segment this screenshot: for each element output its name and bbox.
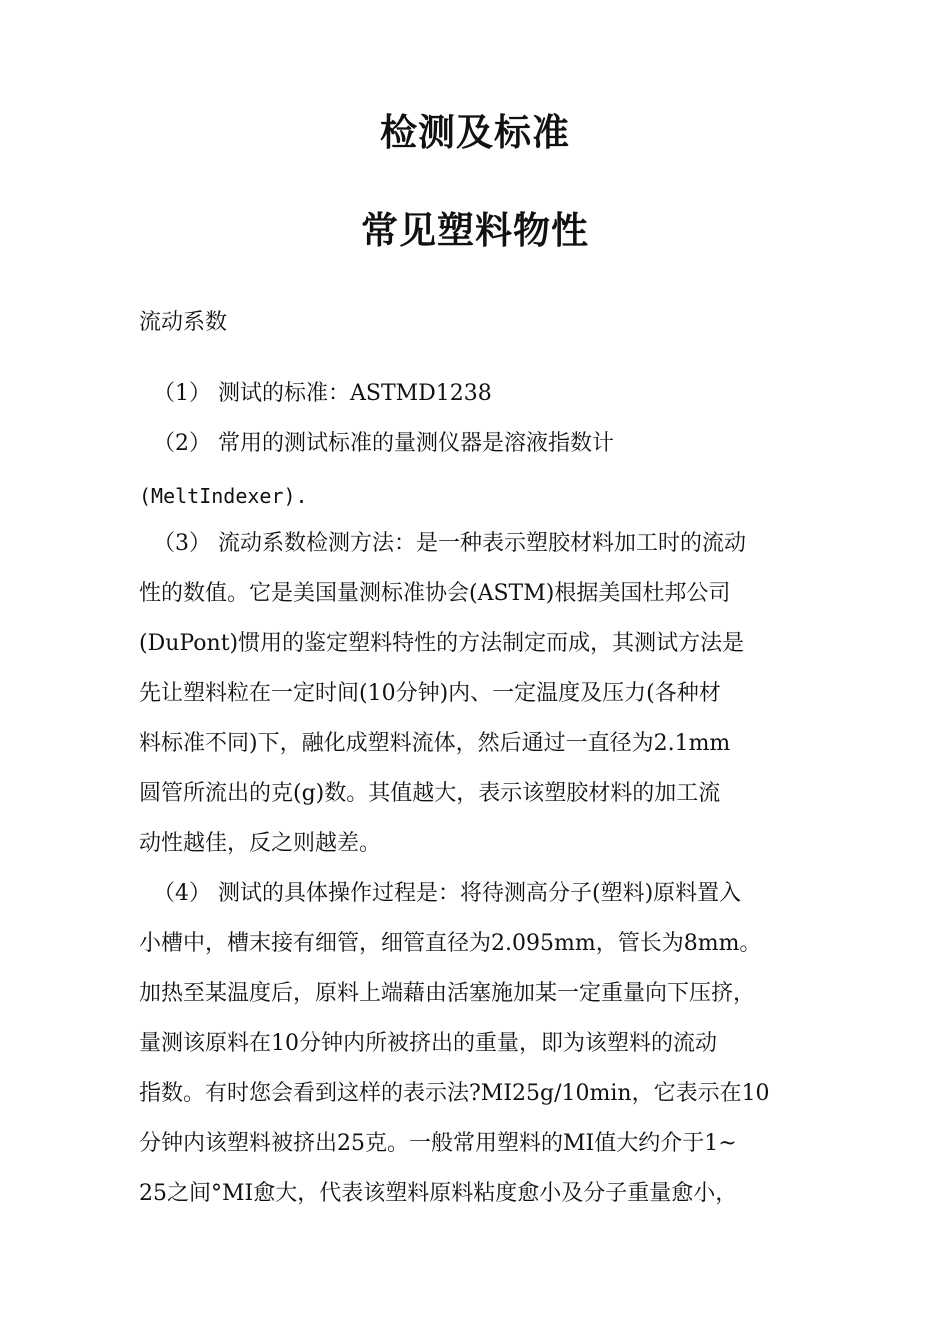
- paragraph-line: 分钟内该塑料被挤出25克。一般常用塑料的MI值大约介于1~: [139, 1131, 737, 1156]
- paragraph-line: (DuPont)惯用的鉴定塑料特性的方法制定而成，其测试方法是: [139, 631, 745, 656]
- paragraph-line: (MeltIndexer).: [139, 484, 308, 508]
- paragraph-line: 圆管所流出的克(g)数。其值越大，表示该塑胶材料的加工流: [139, 781, 721, 806]
- section-heading: 流动系数: [139, 310, 228, 335]
- paragraph-line: 小槽中，槽末接有细管，细管直径为2.095mm，管长为8mm。: [139, 931, 762, 956]
- paragraph-line: 先让塑料粒在一定时间(10分钟)内、一定温度及压力(各种材: [139, 681, 721, 706]
- paragraph-line: 量测该原料在10分钟内所被挤出的重量，即为该塑料的流动: [139, 1031, 717, 1056]
- paragraph-line: （2） 常用的测试标准的量测仪器是溶液指数计: [153, 431, 614, 456]
- document-title: 检测及标准: [380, 111, 570, 154]
- paragraph-line: （4） 测试的具体操作过程是：将待测高分子(塑料)原料置入: [153, 881, 742, 906]
- paragraph-line: 指数。有时您会看到这样的表示法?MI25g/10min，它表示在10: [139, 1081, 770, 1106]
- paragraph-line: 料标准不同)下，融化成塑料流体，然后通过一直径为2.1mm: [139, 731, 731, 756]
- paragraph-line: （1） 测试的标准：ASTMD1238: [153, 381, 492, 406]
- paragraph-line: 25之间°MI愈大，代表该塑料原料粘度愈小及分子重量愈小，: [139, 1181, 738, 1206]
- paragraph-line: 性的数值。它是美国量测标准协会(ASTM)根据美国杜邦公司: [139, 581, 731, 606]
- document-subtitle: 常见塑料物性: [361, 209, 589, 252]
- paragraph-line: 加热至某温度后，原料上端藉由活塞施加某一定重量向下压挤，: [139, 981, 756, 1006]
- paragraph-line: （3） 流动系数检测方法：是一种表示塑胶材料加工时的流动: [153, 531, 746, 556]
- paragraph-line: 动性越佳，反之则越差。: [139, 831, 382, 856]
